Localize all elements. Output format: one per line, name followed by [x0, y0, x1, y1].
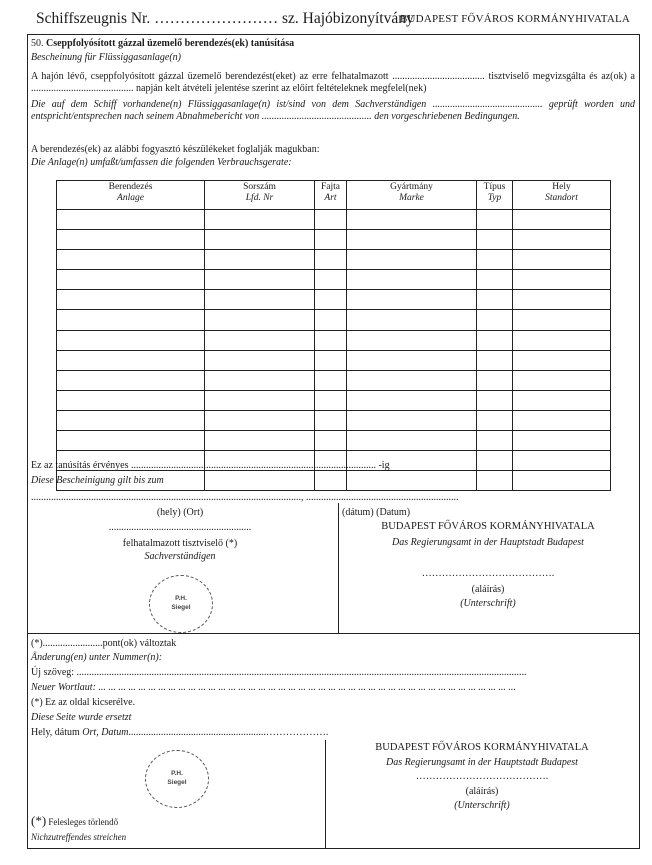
changes-authority-name: BUDAPEST FŐVÁROS KORMÁNYHIVATALA — [375, 742, 589, 753]
table-cell[interactable] — [477, 310, 513, 330]
table-cell[interactable] — [477, 390, 513, 410]
table-cell[interactable] — [347, 471, 477, 491]
table-cell[interactable] — [513, 410, 611, 430]
place-label: (hely) (Ort) — [156, 507, 204, 518]
table-cell[interactable] — [57, 290, 205, 310]
table-cell[interactable] — [205, 270, 315, 290]
table-cell[interactable] — [315, 330, 347, 350]
validity-de: Diese Bescheinigung gilt bis zum — [31, 475, 164, 486]
table-row — [57, 330, 611, 350]
table-cell[interactable] — [315, 390, 347, 410]
official-seal-stamp: P.H. Siegel — [149, 575, 213, 633]
appliances-intro-hu: A berendezés(ek) az alábbi fogyasztó készülékeket foglalják magukban: — [31, 144, 320, 155]
table-cell[interactable] — [347, 290, 477, 310]
table-cell[interactable] — [315, 250, 347, 270]
changes-points-de: Änderung(en) unter Nummer(n): — [31, 652, 163, 663]
section-title-de: Bescheinung für Flüssiggasanlage(n) — [31, 52, 181, 63]
table-row — [57, 370, 611, 390]
authority-name-de: Das Regierungsamt in der Hauptstadt Budapest — [392, 537, 584, 548]
changes-points: (*)........................pont(ok) változtak — [31, 638, 177, 649]
table-row — [57, 270, 611, 290]
column-header-kind: Fajta Art — [315, 181, 347, 210]
table-cell[interactable] — [57, 410, 205, 430]
table-cell[interactable] — [477, 451, 513, 471]
table-cell[interactable] — [57, 330, 205, 350]
table-cell[interactable] — [477, 330, 513, 350]
changes-seal-stamp: P.H. Siegel — [145, 750, 209, 808]
table-cell[interactable] — [57, 431, 205, 451]
table-row — [57, 230, 611, 250]
appliances-intro-de: Die Anlage(n) umfaßt/umfassen die folgenden Verbrauchsgerate: — [31, 157, 292, 168]
changes-signature-label-de: (Unterschrift) — [454, 800, 510, 811]
table-cell[interactable] — [315, 290, 347, 310]
changes-signature-dots: …………………………………. — [415, 771, 549, 782]
table-row — [57, 350, 611, 370]
column-header-location: Hely Standort — [513, 181, 611, 210]
page-replaced-de: Diese Seite wurde ersetzt — [31, 712, 132, 723]
table-cell[interactable] — [205, 250, 315, 270]
table-header-row — [57, 181, 611, 210]
new-text-hu: Új szöveg: .................................................................................................................................................................................... — [31, 667, 527, 678]
table-cell[interactable] — [513, 330, 611, 350]
table-cell[interactable] — [315, 350, 347, 370]
place-date-line: Hely, dátum Ort, Datum.......................................................………………. — [31, 727, 329, 738]
table-cell[interactable] — [315, 471, 347, 491]
authority-header: BUDAPEST FŐVÁROS KORMÁNYHIVATALA — [400, 13, 631, 25]
table-cell[interactable] — [513, 431, 611, 451]
table-cell[interactable] — [315, 370, 347, 390]
table-cell[interactable] — [205, 370, 315, 390]
column-header-make: Gyártmány Marke — [347, 181, 477, 210]
paragraph-de: Die auf dem Schiff vorhandene(n) Flüssiggasanlage(n) ist/sind von dem Sachverständigen ............................................ geprüft worden und entspricht/entsprechen nach seinem Abnahmebericht von ............................................ den vorgeschriebenen Bedingungen. — [31, 99, 635, 122]
table-row — [57, 290, 611, 310]
table-cell[interactable] — [315, 270, 347, 290]
table-cell[interactable] — [513, 471, 611, 491]
table-cell[interactable] — [513, 210, 611, 230]
section-number: 50. — [31, 38, 44, 49]
table-cell[interactable] — [513, 230, 611, 250]
table-cell[interactable] — [57, 230, 205, 250]
table-cell[interactable] — [513, 370, 611, 390]
table-cell[interactable] — [477, 230, 513, 250]
table-cell[interactable] — [205, 230, 315, 250]
paragraph-hu: A hajón lévő, cseppfolyósított gázzal üzemelő berendezést(eket) az erre felhatalmazott ..................................... tisztviselő megvizsgálta és az(ok) a ......................................... napján kelt átvételi jelentése szerint az előírt feltételeknek megfelel(nek) — [31, 71, 635, 94]
table-cell[interactable] — [315, 410, 347, 430]
footnote-de: Nichzutreffendes streichen — [31, 832, 127, 842]
signature-divider — [338, 503, 339, 633]
table-cell[interactable] — [315, 431, 347, 451]
column-header-equipment: Berendezés Anlage — [57, 181, 205, 210]
table-cell[interactable] — [57, 370, 205, 390]
new-text-de: Neuer Wortlaut: ... ... ... ... ... ... ... ... ... ... ... ... ... ... ... ... ... ... ... ... ... ... ... ... ... ... ... ... ... ... ... ... ... ... ... ... ... ... ... ... ... ... — [31, 682, 516, 693]
place-date-dots: ............................................................................................................, ............................................................. — [31, 492, 459, 503]
table-cell[interactable] — [57, 250, 205, 270]
changes-authority-name-de: Das Regierungsamt in der Hauptstadt Budapest — [386, 757, 578, 768]
table-cell[interactable] — [477, 431, 513, 451]
table-row — [57, 310, 611, 330]
table-cell[interactable] — [477, 250, 513, 270]
table-cell[interactable] — [347, 350, 477, 370]
table-cell[interactable] — [513, 250, 611, 270]
table-cell[interactable] — [347, 230, 477, 250]
table-cell[interactable] — [513, 350, 611, 370]
column-header-type: Típus Typ — [477, 181, 513, 210]
table-cell[interactable] — [205, 210, 315, 230]
table-cell[interactable] — [347, 390, 477, 410]
official-label-hu: felhatalmazott tisztviselő (*) — [122, 538, 238, 549]
section-title — [31, 38, 294, 50]
table-cell[interactable] — [477, 270, 513, 290]
table-cell[interactable] — [477, 410, 513, 430]
table-row — [57, 250, 611, 270]
table-row — [57, 431, 611, 451]
table-cell[interactable] — [347, 250, 477, 270]
table-cell[interactable] — [477, 350, 513, 370]
table-cell[interactable] — [205, 350, 315, 370]
table-cell[interactable] — [347, 370, 477, 390]
page-replaced-hu: (*) Ez az oldal kicserélve. — [31, 697, 136, 708]
table-cell[interactable] — [347, 270, 477, 290]
table-cell[interactable] — [513, 270, 611, 290]
table-row — [57, 390, 611, 410]
official-label-de: Sachverständigen — [144, 551, 216, 562]
table-cell[interactable] — [205, 471, 315, 491]
table-cell[interactable] — [477, 471, 513, 491]
table-cell[interactable] — [315, 210, 347, 230]
table-cell[interactable] — [347, 310, 477, 330]
table-cell[interactable] — [347, 410, 477, 430]
table-cell[interactable] — [57, 210, 205, 230]
table-cell[interactable] — [205, 410, 315, 430]
table-cell[interactable] — [315, 310, 347, 330]
table-cell[interactable] — [477, 210, 513, 230]
date-label: (dátum) (Datum) — [342, 507, 411, 518]
changes-signature-label-hu: (aláírás) — [465, 786, 499, 797]
certificate-number-header: Schiffszeugnis Nr. …………………… sz. Hajóbizonyítvány — [36, 10, 414, 27]
signature-label-de: (Unterschrift) — [460, 598, 516, 609]
table-cell[interactable] — [315, 230, 347, 250]
table-cell[interactable] — [513, 310, 611, 330]
table-cell[interactable] — [347, 210, 477, 230]
table-cell[interactable] — [57, 270, 205, 290]
changes-divider — [325, 740, 326, 849]
table-cell[interactable] — [347, 330, 477, 350]
table-cell[interactable] — [205, 310, 315, 330]
table-cell[interactable] — [477, 370, 513, 390]
table-cell[interactable] — [347, 431, 477, 451]
section-title-hu: Cseppfolyósított gázzal üzemelő berendezés(ek) tanúsítása — [46, 38, 295, 49]
appliances-table — [56, 180, 611, 491]
changes-separator — [27, 633, 640, 634]
signature-dots: …………………………………. — [421, 568, 555, 579]
table-row — [57, 210, 611, 230]
table-cell[interactable] — [205, 330, 315, 350]
table-cell[interactable] — [57, 350, 205, 370]
table-cell[interactable] — [513, 390, 611, 410]
table-cell[interactable] — [205, 290, 315, 310]
column-header-serial: Sorszám Lfd. Nr — [205, 181, 315, 210]
table-cell[interactable] — [513, 451, 611, 471]
signature-label-hu: (aláírás) — [471, 584, 505, 595]
table-cell[interactable] — [477, 290, 513, 310]
table-row — [57, 410, 611, 430]
official-dots: ......................................................... — [108, 522, 252, 533]
table-cell[interactable] — [205, 390, 315, 410]
footnote-hu: (*) Felesleges törlendő — [31, 813, 119, 828]
authority-name: BUDAPEST FŐVÁROS KORMÁNYHIVATALA — [381, 521, 595, 532]
table-cell[interactable] — [57, 310, 205, 330]
table-cell[interactable] — [513, 290, 611, 310]
table-cell[interactable] — [57, 390, 205, 410]
table-cell[interactable] — [205, 431, 315, 451]
validity-hu: Ez az tanúsítás érvényes .................................................................................................. -ig — [31, 460, 390, 471]
